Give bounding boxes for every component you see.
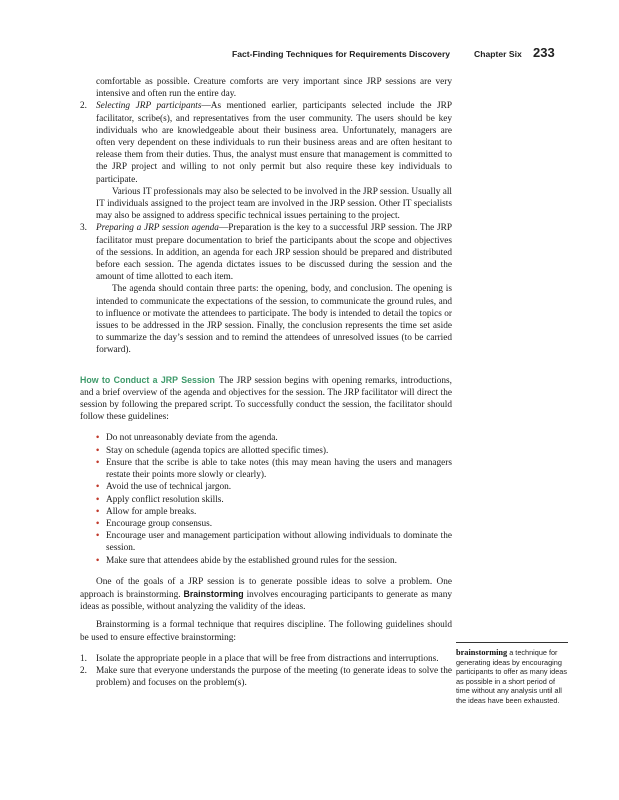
bullet-icon: •	[96, 482, 100, 493]
bullet-icon: •	[96, 433, 100, 444]
list-item: • Encourage user and management participation without allowing individuals to dominate the session.	[96, 531, 452, 554]
guidelines-list	[80, 432, 452, 566]
step-title: Preparing a JRP session agenda	[96, 223, 219, 234]
list-item: 1. Isolate the appropriate people in a place that will be free from distractions and interruptions.	[80, 653, 439, 664]
bullet-icon: •	[96, 457, 100, 468]
step-subparagraph: Various IT professionals may also be selected to be involved in the JRP session. Usually all IT individuals assigned to the project team are involved in the JRP session. Other IT specialists may also be assigned to address specific technical issues pertaining to the project.	[96, 186, 452, 222]
section-intro: The JRP session begins with opening remarks, introductions, and a brief overview of the agenda and objectives for the session. The JRP facilitator will direct the session by following the prepared script. To successfully conduct the session, the facilitator should follow these guidelines:	[80, 375, 452, 423]
section-intro-paragraph	[80, 374, 452, 424]
brainstorming-paragraph: One of the goals of a JRP session is to generate possible ideas to solve a problem. One approach is brainstorming. Brainstorming involves encouraging participants to generate as many ideas as possible, without analyzing the validity of the ideas.	[80, 576, 452, 613]
list-item: • Do not unreasonably deviate from the agenda.	[96, 433, 278, 444]
list-item: • Make sure that attendees abide by the established ground rules for the session.	[96, 555, 397, 566]
step-title: Selecting JRP participants	[96, 101, 202, 112]
section-heading: How to Conduct a JRP Session	[80, 374, 215, 385]
intro-continuation: comfortable as possible. Creature comforts are very important since JRP sessions are very intensive and often run the entire day.	[96, 77, 452, 100]
step-2	[80, 100, 452, 222]
step-text	[96, 100, 452, 185]
list-item: • Stay on schedule (agenda topics are allotted specific times).	[96, 445, 329, 456]
page-number: 233	[533, 45, 555, 60]
step-text	[96, 222, 452, 283]
margin-definition	[456, 642, 568, 705]
bullet-icon: •	[96, 518, 100, 529]
bullet-icon: •	[96, 555, 100, 566]
list-item: • Ensure that the scribe is able to take notes (this may mean having the users and managers restate their points more slowly or clearly).	[96, 457, 452, 481]
keyword-brainstorming: Brainstorming	[183, 588, 244, 599]
step-number: 2.	[80, 101, 87, 112]
list-item: • Allow for ample breaks.	[96, 506, 197, 517]
section-conduct-jrp	[80, 374, 452, 690]
list-item: • Encourage group consensus.	[96, 518, 213, 529]
list-item: • Avoid the use of technical jargon.	[96, 482, 232, 493]
list-item: 2. Make sure that everyone understands the purpose of the meeting (to generate ideas to solve the problem) and focuses on the problem(s).	[80, 665, 452, 689]
main-text-column	[80, 76, 452, 689]
brainstorming-guidelines-intro: Brainstorming is a formal technique that requires discipline. The following guidelines should be used to ensure effective brainstorming:	[80, 620, 452, 643]
step-body: —As mentioned earlier, participants selected include the JRP facilitator, scribe(s), and representatives from the user community. The users should be key individuals who are knowledgeable about their business area. Unfortunately, managers are often very dependent on these individuals to run their business areas and are often hesitant to release them from their duties. Thus, the analyst must ensure that management is committed to the JRP project and willing to not only permit but also require these key individuals to participate.	[96, 101, 452, 185]
running-title: Fact-Finding Techniques for Requirements Discovery	[232, 49, 451, 59]
bullet-icon: •	[96, 445, 100, 456]
step-3	[80, 222, 452, 356]
bullet-icon: •	[96, 506, 100, 517]
list-item: • Apply conflict resolution skills.	[96, 494, 224, 505]
step-number: 3.	[80, 223, 87, 234]
brainstorming-steps	[80, 653, 452, 690]
step-subparagraph: The agenda should contain three parts: the opening, body, and conclusion. The opening is intended to communicate the expectations of the session, to communicate the ground rules, and to influence or motivate the attendees to participate. The body is intended to detail the topics or issues to be addressed in the JRP session. Finally, the conclusion represents the time set aside to summarize the day’s session and to remind the attendees of unresolved issues (to be carried forward).	[96, 284, 452, 356]
running-header	[0, 45, 619, 65]
margin-definition-text: a technique for generating ideas by encouraging participants to offer as many ideas as possible in a short period of time without any analysis until all the ideas have been exhausted.	[456, 648, 567, 705]
margin-term: brainstorming	[456, 648, 508, 657]
step-body: —Preparation is the key to a successful JRP session. The JRP facilitator must prepare documentation to brief the participants about the scope and objectives of the sessions. In addition, an agenda for each JRP session should be prepared and distributed before each session. The agenda dictates issues to be discussed during the session and the amount of time allotted to each item.	[96, 223, 452, 283]
bullet-icon: •	[96, 494, 100, 505]
bullet-icon: •	[96, 531, 100, 542]
step-number: 2.	[80, 665, 87, 676]
chapter-label: Chapter Six	[474, 49, 522, 59]
step-number: 1.	[80, 653, 87, 664]
